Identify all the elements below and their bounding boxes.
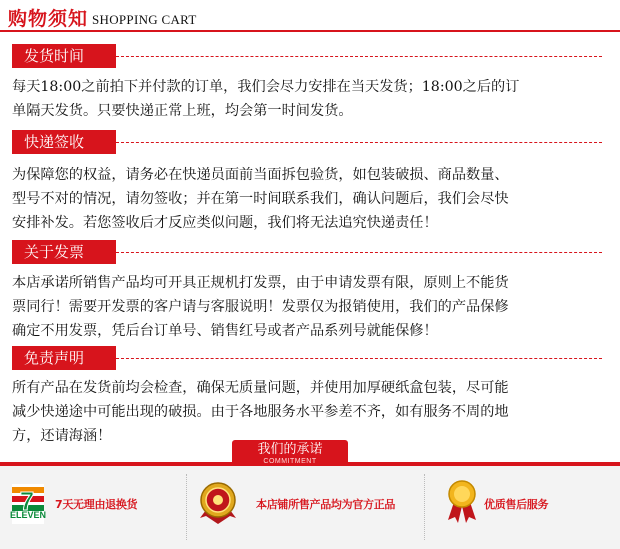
panel-separator — [424, 474, 425, 540]
page-header — [0, 0, 620, 34]
section-divider — [116, 56, 602, 57]
section-body — [12, 271, 608, 343]
section-invoice — [0, 240, 620, 345]
seven-eleven-logo-icon — [9, 484, 47, 524]
commitment-label: 本店铺所售产品均为官方正品 — [256, 498, 396, 511]
commitment-label: 优质售后服务 — [484, 498, 549, 511]
commitment-label: 7天无理由退换货 — [55, 498, 138, 511]
text-line: 方，还请海涵！ — [12, 428, 112, 444]
commitment-item-after-sales — [446, 480, 620, 530]
section-divider — [116, 142, 602, 143]
panel-separator — [186, 474, 187, 540]
text-line: 每天18:00之前拍下并付款的订单，我们会尽力安排在当天发货；18:00之后的订 — [12, 79, 520, 95]
section-disclaimer — [0, 346, 620, 446]
section-title: 免责声明 — [12, 346, 116, 370]
text-line: 本店承诺所销售产品均可开具正规机打发票，由于申请发票有限，原则上不能货 — [12, 275, 509, 291]
section-body — [12, 163, 608, 235]
text-line: 型号不对的情况，请勿签收；并在第一时间联系我们，确认问题后，我们会尽快 — [12, 191, 509, 207]
header-divider — [0, 30, 620, 32]
commitment-subtitle: COMMITMENT — [263, 458, 317, 465]
section-divider — [116, 252, 602, 253]
section-title: 快递签收 — [12, 130, 116, 154]
commitment-tab — [232, 440, 348, 466]
commitment-item-authentic — [196, 480, 424, 530]
text-line: 安排补发。若您签收后才反应类似问题，我们将无法追究快递责任！ — [12, 215, 438, 231]
page-title: 购物须知 — [8, 8, 89, 30]
commitment-block — [0, 440, 620, 549]
commitment-title: 我们的承诺 — [257, 442, 323, 457]
authentic-product-badge-icon — [196, 480, 240, 528]
section-shipping-time — [0, 44, 620, 124]
logo-number: 7 — [19, 486, 35, 516]
text-line: 为保障您的权益，请务必在快递员面前当面拆包验货，如包装破损、商品数量、 — [12, 167, 509, 183]
section-delivery-signing — [0, 130, 620, 240]
section-body — [12, 75, 608, 123]
text-line: 票同行！需要开发票的客户请与客服说明！发票仅为报销使用，我们的产品保修 — [12, 299, 509, 315]
section-title: 关于发票 — [12, 240, 116, 264]
section-body — [12, 376, 608, 448]
text-line: 减少快递途中可能出现的破损。由于各地服务水平参差不齐，如有服务不周的地 — [12, 404, 509, 420]
page-subtitle: SHOPPING CART — [92, 12, 197, 27]
text-line: 确定不用发票，凭后台订单号、销售红号或者产品系列号就能保修！ — [12, 323, 438, 339]
section-divider — [116, 358, 602, 359]
logo-text: ELEVEN — [9, 510, 47, 520]
section-title: 发货时间 — [12, 44, 116, 68]
commitment-item-returns — [0, 480, 186, 530]
text-line: 单隔天发货。只要快递正常上班，均会第一时间发货。 — [12, 103, 353, 119]
medal-ribbon-icon — [446, 480, 478, 524]
text-line: 所有产品在发货前均会检查，确保无质量问题，并使用加厚硬纸盒包装，尽可能 — [12, 380, 509, 396]
